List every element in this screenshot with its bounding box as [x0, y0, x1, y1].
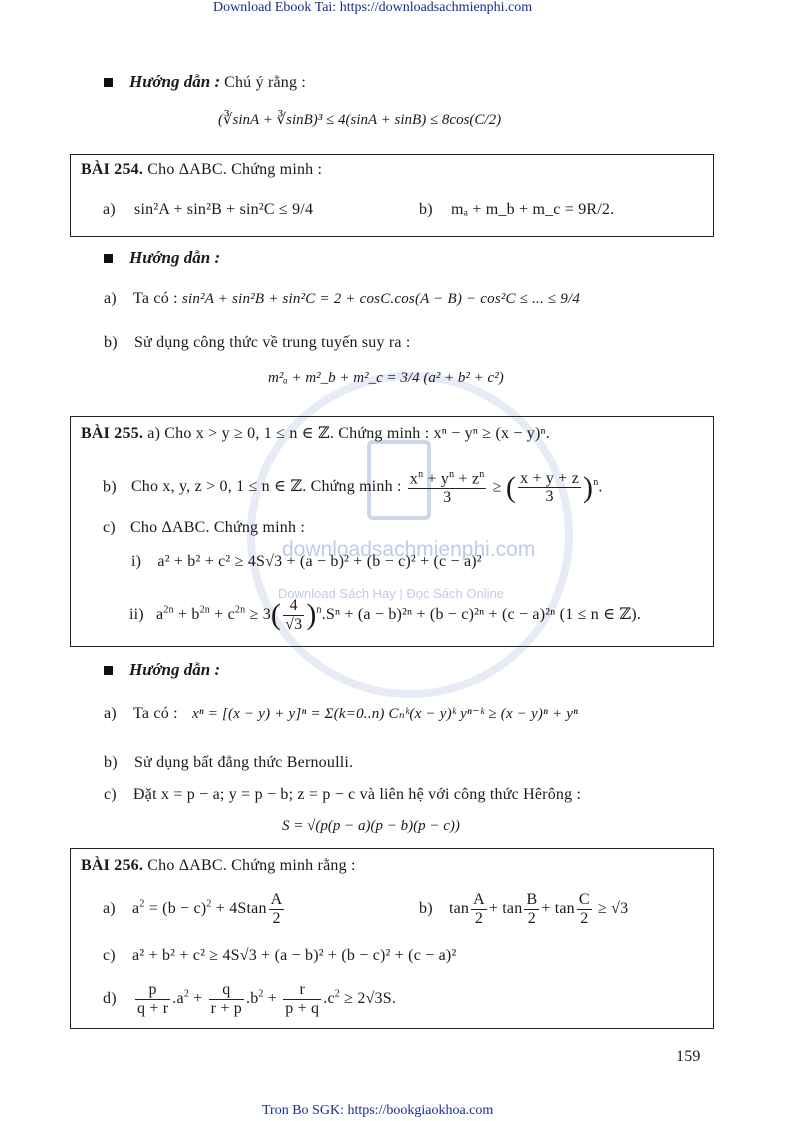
- hint-254-a-formula: sin²A + sin²B + sin²C = 2 + cosC.cos(A − B) − cos²C ≤ ... ≤ 9/4: [181, 291, 581, 307]
- hint-254-a: [104, 290, 580, 308]
- hint-254-b: [104, 334, 411, 352]
- exercise-255-i-text: a² + b² + c² ≥ 4S√3 + (a − b)² + (b − c)² + (c − a)²: [157, 553, 482, 570]
- exercise-255-i-label: i): [131, 553, 142, 570]
- watermark-tagline: Download Sách Hay | Đọc Sách Online: [278, 586, 504, 601]
- hint-255-b-label: b): [104, 754, 118, 771]
- hint-255-c-label: c): [104, 786, 117, 803]
- exercise-256-b-label: b): [419, 899, 433, 917]
- intro-hint: [104, 72, 306, 92]
- exercise-256-c-label: c): [103, 947, 116, 964]
- exercise-255-a: [81, 423, 550, 443]
- exercise-256-title: BÀI 256.: [81, 857, 144, 874]
- exercise-254-b: [419, 201, 614, 219]
- hint-254-b-formula: m²ₐ + m²_b + m²_c = 3/4 (a² + b² + c²): [268, 370, 504, 386]
- hint-255-a: [104, 704, 578, 723]
- exercise-254-title: BÀI 254.: [81, 161, 144, 178]
- exercise-255-b-geq: ≥: [492, 478, 502, 496]
- exercise-254-task: Cho ΔABC. Chứng minh :: [147, 161, 323, 178]
- exercise-255-c: [103, 519, 305, 537]
- exercise-256-d: d) $\frac{p}{q + r}$ $.a^2$ + $\frac{q}{r + p}$ $.b^2$ + $\frac{r}{p + q}$ $.c^2 \ge 2√3S$.: [103, 981, 397, 1017]
- intro-formula: (∛sinA + ∛sinB)³ ≤ 4(sinA + sinB) ≤ 8cos(C/2): [218, 112, 502, 128]
- exercise-254-b-label: b): [419, 201, 433, 218]
- exercise-255-ii: ii) $a^{2n} + b^{2n} + c^{2n} \ge 3$( $\frac{4}{√3}$ )$^n$.Sⁿ + (a − b)²ⁿ + (b − c)²ⁿ + (c − a)²ⁿ (1 ≤ n ∈ ℤ).: [129, 597, 642, 633]
- exercise-255-b-text: Cho x, y, z > 0, 1 ≤ n ∈ ℤ. Chứng minh :: [130, 478, 402, 496]
- bullet-icon: [104, 666, 113, 675]
- exercise-256-header: [81, 857, 356, 875]
- hint-254-a-label: a): [104, 290, 117, 307]
- exercise-254-header: [81, 161, 322, 179]
- exercise-256-c: [103, 947, 456, 965]
- page-number: 159: [676, 1048, 701, 1065]
- bullet-icon: [104, 78, 113, 87]
- exercise-255-b-label: b): [103, 478, 117, 496]
- hint-254-heading: [104, 248, 220, 268]
- hint-255-a-prefix: Ta có :: [133, 705, 178, 722]
- exercise-255-i: [131, 553, 482, 571]
- exercise-256-box: [70, 848, 714, 1029]
- exercise-254-b-text: mₐ + m_b + m_c = 9R/2.: [450, 201, 615, 218]
- exercise-256-task: Cho ΔABC. Chứng minh rằng :: [147, 857, 356, 874]
- exercise-255-ii-tail: .Sⁿ + (a − b)²ⁿ + (b − c)²ⁿ + (c − a)²ⁿ (1 ≤ n ∈ ℤ).: [321, 605, 642, 623]
- hint-254-b-label: b): [104, 334, 118, 351]
- exercise-255-box: [70, 416, 714, 647]
- hint-255-a-label: a): [104, 705, 117, 722]
- exercise-254-box: [70, 154, 714, 237]
- hint-254-a-prefix: Ta có :: [133, 290, 178, 307]
- exercise-255-c-label: c): [103, 519, 116, 536]
- exercise-256-d-label: d): [103, 989, 117, 1007]
- bullet-icon: [104, 254, 113, 263]
- hint-254-b-text: Sử dụng công thức về trung tuyến suy ra :: [133, 334, 411, 351]
- watermark-site: downloadsachmienphi.com: [282, 538, 536, 561]
- exercise-255-c-text: Cho ΔABC. Chứng minh :: [130, 519, 305, 536]
- hint-255-c-text: Đặt x = p − a; y = p − b; z = p − c và liên hệ với công thức Hêrông :: [133, 786, 582, 803]
- exercise-254-a-label: a): [103, 201, 116, 218]
- hint-255-c: [104, 786, 581, 804]
- hint-255-heading: [104, 660, 220, 680]
- exercise-255-b-rhs: $\frac{x + y + z}{3}$: [520, 469, 580, 506]
- intro-note: Chú ý rằng :: [224, 74, 307, 91]
- exercise-255-ii-label: ii): [129, 605, 144, 623]
- hint-label: Hướng dẫn :: [129, 248, 221, 267]
- exercise-256-a-label: a): [103, 899, 116, 917]
- header-download-link[interactable]: Download Ebook Tai: https://downloadsachmienphi.com: [213, 0, 533, 15]
- exercise-254-a-text: sin²A + sin²B + sin²C ≤ 9/4: [134, 201, 314, 218]
- exercise-255-a-text: a) Cho x > y ≥ 0, 1 ≤ n ∈ ℤ. Chứng minh : xⁿ − yⁿ ≥ (x − y)ⁿ.: [147, 425, 550, 442]
- exercise-256-b: b) tan $\frac{A}{2}$ + tan $\frac{B}{2}$ + tan $\frac{C}{2}$ ≥ √3: [419, 891, 629, 927]
- exercise-255-b-lhs: $\frac{x^n + y^n + z^n}{3}$: [409, 469, 485, 506]
- hint-255-b-text: Sử dụng bất đẳng thức Bernoulli.: [133, 754, 354, 771]
- exercise-256-c-text: a² + b² + c² ≥ 4S√3 + (a − b)² + (b − c)² + (c − a)²: [132, 947, 457, 964]
- hint-label: Hướng dẫn :: [129, 660, 221, 679]
- exercise-254-a: [103, 201, 313, 219]
- hint-255-b: [104, 754, 353, 772]
- hint-label: Hướng dẫn :: [129, 72, 221, 91]
- exercise-255-b: b) Cho x, y, z > 0, 1 ≤ n ∈ ℤ. Chứng minh : $\frac{x^n + y^n + z^n}{3}$ ≥ ( $\frac{x + y + z}{3}$ )$^n$.: [103, 469, 603, 506]
- footer-sgk-link[interactable]: Tron Bo SGK: https://bookgiaokhoa.com: [262, 1103, 494, 1118]
- hint-255-a-formula: xⁿ = [(x − y) + y]ⁿ = Σ(k=0..n) Cₙᵏ(x − y)ᵏ yⁿ⁻ᵏ ≥ (x − y)ⁿ + yⁿ: [191, 706, 579, 722]
- hint-255-c-formula: S = √(p(p − a)(p − b)(p − c)): [282, 818, 460, 834]
- exercise-255-title: BÀI 255.: [81, 425, 144, 442]
- exercise-255-ii-frac: $\frac{4}{√3}$: [285, 597, 303, 633]
- exercise-256-a: a) $a^2 = (b - c)^2 + 4Stan$ $\frac{A}{2}$: [103, 891, 283, 927]
- exercise-256-a-frac: $\frac{A}{2}$: [270, 891, 283, 927]
